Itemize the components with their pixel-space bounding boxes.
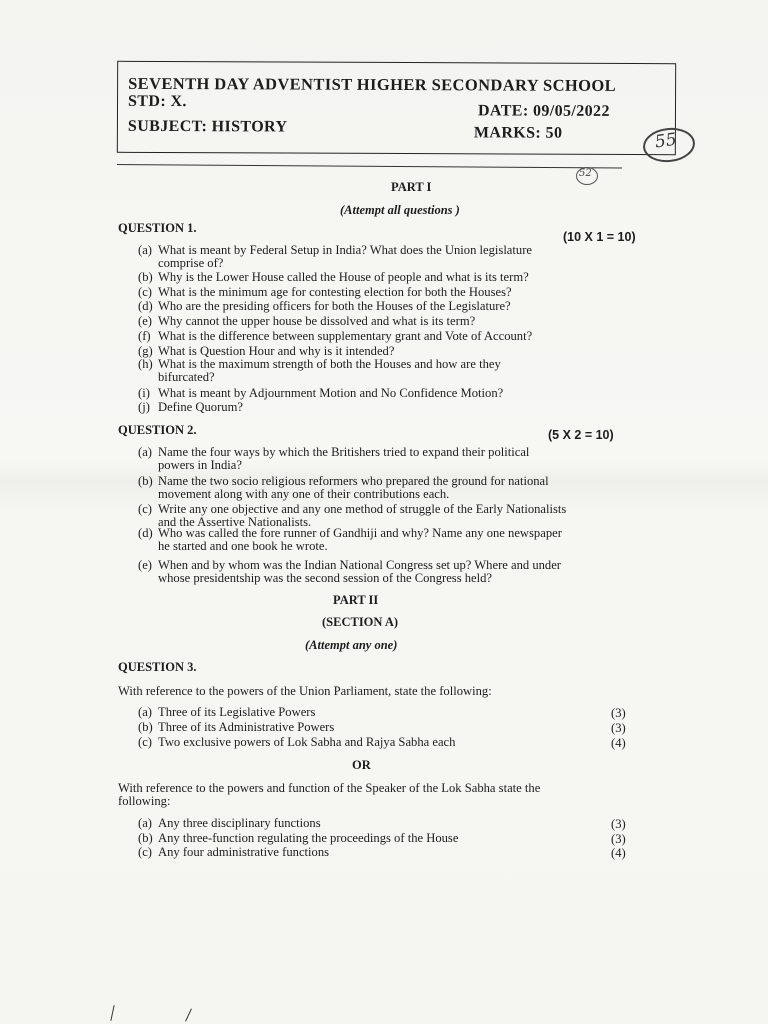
item-text-line: Who are the presiding officers for both the Houses of the Legislature? xyxy=(158,299,511,313)
item-text xyxy=(158,315,475,328)
header-box xyxy=(117,61,676,155)
sub-question-item xyxy=(138,735,455,750)
question-item xyxy=(138,286,512,299)
item-label: (f) xyxy=(138,329,151,343)
item-text xyxy=(158,358,501,383)
question-item xyxy=(138,503,566,528)
item-text-line: Name the four ways by which the Britishers tried to expand their political xyxy=(158,445,530,459)
item-text-line: What is meant by Adjournment Motion and No Confidence Motion? xyxy=(158,386,504,400)
item-text-line: What is the maximum strength of both the Houses and how are they xyxy=(158,357,501,371)
question-item xyxy=(138,401,243,414)
item-label: (b) xyxy=(138,831,153,845)
item-label: (c) xyxy=(138,502,152,516)
question-item xyxy=(138,300,511,313)
question-item xyxy=(138,244,532,269)
item-text xyxy=(158,446,529,471)
question3-alt-intro-line2: following: xyxy=(118,794,171,808)
sub-question-item xyxy=(138,816,321,831)
item-text-line: comprise of? xyxy=(158,255,224,270)
subject-label: SUBJECT: HISTORY xyxy=(127,117,288,136)
item-text: Two exclusive powers of Lok Sabha and Rajya Sabha each xyxy=(158,735,456,749)
item-text xyxy=(158,345,394,358)
item-text xyxy=(158,387,503,400)
sub-question-item xyxy=(138,845,329,860)
marks-label: MARKS: 50 xyxy=(473,124,563,142)
item-label: (a) xyxy=(138,705,152,719)
item-text-line: he started and one book he wrote. xyxy=(158,538,328,553)
item-text-line: What is meant by Federal Setup in India? What does the Union legislature xyxy=(158,243,532,257)
item-text-line: What is Question Hour and why is it intended? xyxy=(158,344,395,358)
part2-title: PART II xyxy=(333,593,379,607)
item-label: (c) xyxy=(138,285,152,299)
question3-heading: QUESTION 3. xyxy=(118,660,197,674)
question3-intro: With reference to the powers of the Union Parliament, state the following: xyxy=(118,684,492,698)
sub-question-item xyxy=(138,831,458,846)
question-item xyxy=(138,446,529,471)
standard-label: STD: X. xyxy=(127,92,187,111)
item-marks: (4) xyxy=(611,846,626,860)
item-label: (j) xyxy=(138,400,150,414)
part1-title: PART I xyxy=(391,180,432,194)
item-text xyxy=(158,286,512,299)
item-marks: (3) xyxy=(611,706,626,720)
item-text-line: Write any one objective and any one method of struggle of the Early Nationalists xyxy=(158,502,567,516)
or-separator: OR xyxy=(352,758,371,772)
item-label: (a) xyxy=(138,243,152,257)
item-text xyxy=(158,559,561,584)
item-text: Any three-function regulating the proceedings of the House xyxy=(158,831,459,845)
question2-heading: QUESTION 2. xyxy=(118,423,197,437)
question2-marks: (5 X 2 = 10) xyxy=(548,428,614,442)
item-text-line: Define Quorum? xyxy=(158,400,243,414)
item-label: (b) xyxy=(138,474,153,488)
item-text-line: bifurcated? xyxy=(158,369,215,384)
question-item xyxy=(138,358,501,383)
school-name: SEVENTH DAY ADVENTIST HIGHER SECONDARY SCHOOL xyxy=(128,73,617,95)
item-text-line: Who was called the fore runner of Gandhiji and why? Name any one newspaper xyxy=(158,526,562,540)
question1-heading: QUESTION 1. xyxy=(118,221,197,235)
item-marks: (3) xyxy=(611,721,626,735)
item-label: (i) xyxy=(138,386,150,400)
part1-instruction: (Attempt all questions ) xyxy=(340,203,460,217)
section-a-title: (SECTION A) xyxy=(322,615,399,629)
item-text xyxy=(158,330,532,343)
question-item xyxy=(138,315,475,328)
item-text-line: whose presidentship was the second session of the Congress held? xyxy=(158,570,493,585)
sub-question-item xyxy=(138,720,334,735)
item-marks: (3) xyxy=(611,817,626,831)
item-text-line: Name the two socio religious reformers who prepared the ground for national xyxy=(158,474,549,488)
question-item xyxy=(138,271,529,284)
item-text-line: Why is the Lower House called the House of people and what is its term? xyxy=(158,270,529,284)
item-label: (b) xyxy=(138,720,153,734)
sub-question-item xyxy=(138,705,315,720)
item-text-line: movement along with any one of their contributions each. xyxy=(158,486,450,501)
pen-mark xyxy=(110,1005,114,1021)
pen-mark xyxy=(185,1008,192,1021)
item-label: (c) xyxy=(138,845,152,859)
item-label: (e) xyxy=(138,558,152,572)
item-text xyxy=(158,527,562,552)
question-item xyxy=(138,345,394,358)
item-text-line: What is the difference between supplementary grant and Vote of Account? xyxy=(158,329,533,343)
question1-marks: (10 X 1 = 10) xyxy=(563,230,636,244)
question3-alt-intro-line1: With reference to the powers and function of the Speaker of the Lok Sabha state the xyxy=(118,781,541,795)
item-label: (d) xyxy=(138,526,153,540)
item-text xyxy=(158,475,549,500)
item-label: (g) xyxy=(138,344,153,358)
item-text xyxy=(158,244,532,269)
item-text: Three of its Administrative Powers xyxy=(158,720,335,734)
item-text: Any three disciplinary functions xyxy=(158,816,321,830)
item-text-line: Why cannot the upper house be dissolved and what is its term? xyxy=(158,314,476,328)
date-label: DATE: 09/05/2022 xyxy=(477,102,610,120)
item-text-line: powers in India? xyxy=(158,457,242,472)
item-marks: (3) xyxy=(611,832,626,846)
item-label: (b) xyxy=(138,270,153,284)
question-item xyxy=(138,527,562,552)
item-text: Any four administrative functions xyxy=(158,845,330,859)
item-text xyxy=(158,271,529,284)
question-item xyxy=(138,559,561,584)
item-marks: (4) xyxy=(611,736,626,750)
item-text xyxy=(158,503,566,528)
question-item xyxy=(138,330,532,343)
small-score-handwritten: 52 xyxy=(579,168,592,179)
item-label: (e) xyxy=(138,314,152,328)
header-divider xyxy=(117,164,622,169)
question-item xyxy=(138,387,503,400)
item-text-line: What is the minimum age for contesting election for both the Houses? xyxy=(158,285,512,299)
item-text-line: When and by whom was the Indian National Congress set up? Where and under xyxy=(158,558,562,572)
score-handwritten: 55 xyxy=(653,129,678,153)
item-label: (d) xyxy=(138,299,153,313)
item-label: (a) xyxy=(138,445,152,459)
item-text-line: and the Assertive Nationalists. xyxy=(158,514,312,529)
item-label: (h) xyxy=(138,357,153,371)
item-text: Three of its Legislative Powers xyxy=(158,705,316,719)
question-item xyxy=(138,475,549,500)
item-label: (a) xyxy=(138,816,152,830)
item-text xyxy=(158,300,511,313)
item-label: (c) xyxy=(138,735,152,749)
item-text xyxy=(158,401,243,414)
part2-instruction: (Attempt any one) xyxy=(305,638,398,652)
